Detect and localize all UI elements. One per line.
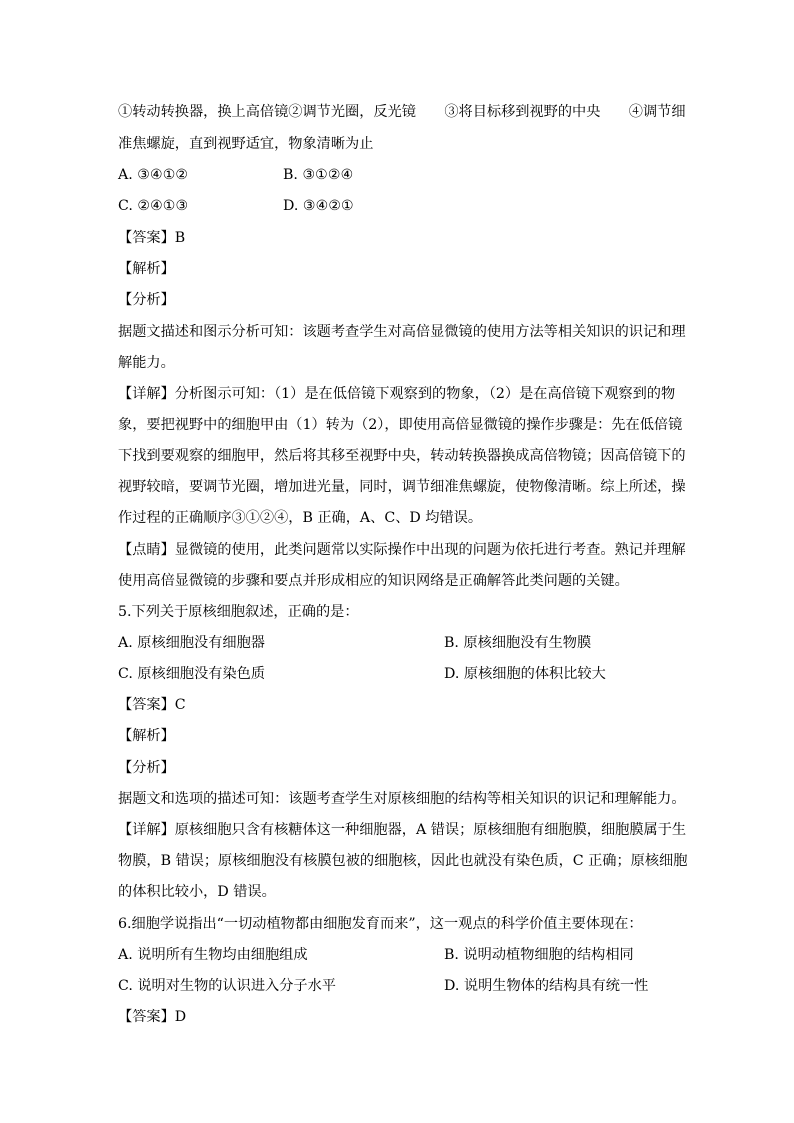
- q5-option-c: C. 原核细胞没有染色质: [118, 666, 266, 682]
- q4-detail-line-5: 作过程的正确顺序③①②④，B 正确，A、C、D 均错误。: [118, 510, 483, 526]
- q5-option-a: A. 原核细胞没有细胞器: [118, 635, 265, 651]
- q4-option-d: D. ③④②①: [283, 198, 354, 214]
- q6-option-b: B. 说明动植物细胞的结构相同: [444, 947, 634, 963]
- q5-analysis: 据题文和选项的描述可知：该题考查学生对原核细胞的结构等相关知识的识记和理解能力。: [118, 791, 686, 807]
- q4-detail-line-3: 下找到要观察的细胞甲，然后将其移至视野中央，转动转换器换成高倍物镜；因高倍镜下的: [118, 448, 686, 464]
- q4-detail-line-2: 象，要把视野中的细胞甲由（1）转为（2），即使用高倍显微镜的操作步骤是：先在低倍镜: [118, 417, 683, 433]
- q4-analysis-line-2: 解能力。: [118, 355, 175, 371]
- q6-option-d: D. 说明生物体的结构具有统一性: [444, 978, 649, 994]
- q5-option-b: B. 原核细胞没有生物膜: [444, 635, 592, 651]
- q4-option-c: C. ②④①③: [118, 198, 189, 214]
- q4-option-a: A. ③④①②: [118, 167, 189, 183]
- q5-detail-line-3: 的体积比较小，D 错误。: [118, 884, 276, 900]
- q4-option-b: B. ③①②④: [283, 167, 354, 183]
- q4-analysis-line-1: 据题文描述和图示分析可知：该题考查学生对高倍显微镜的使用方法等相关知识的识记和理: [118, 324, 686, 340]
- q5-fenxi-heading: 【分析】: [118, 760, 175, 776]
- q5-answer: 【答案】C: [118, 697, 186, 713]
- q4-dianjing-line-2: 使用高倍显微镜的步骤和要点并形成相应的知识网络是正确解答此类问题的关键。: [118, 573, 629, 589]
- q4-steps-line-1: ①转动转换器，换上高倍镜②调节光圈，反光镜 ③将目标移到视野的中央 ④调节细: [118, 104, 686, 120]
- q6-option-a: A. 说明所有生物均由细胞组成: [118, 947, 308, 963]
- q5-jiexi-heading: 【解析】: [118, 728, 175, 744]
- q5-option-d: D. 原核细胞的体积比较大: [444, 666, 606, 682]
- q5-detail-line-2: 物膜，B 错误；原核细胞没有核膜包被的细胞核，因此也就没有染色质，C 正确；原核细胞: [118, 853, 688, 869]
- q4-detail-line-4: 视野较暗，要调节光圈，增加进光量，同时，调节细准焦螺旋，使物像清晰。综上所述，操: [118, 479, 686, 495]
- q4-fenxi-heading: 【分析】: [118, 292, 175, 308]
- q6-option-c: C. 说明对生物的认识进入分子水平: [118, 978, 336, 994]
- q4-answer: 【答案】B: [118, 230, 186, 246]
- q6-answer: 【答案】D: [118, 1009, 187, 1025]
- q4-steps-line-2: 准焦螺旋，直到视野适宜，物象清晰为止: [118, 136, 374, 152]
- q6-stem: 6.细胞学说指出“一切动植物都由细胞发育而来”，这一观点的科学价值主要体现在：: [118, 916, 643, 932]
- q4-jiexi-heading: 【解析】: [118, 261, 175, 277]
- q4-dianjing-line-1: 【点睛】显微镜的使用，此类问题常以实际操作中出现的问题为依托进行考查。熟记并理解: [118, 542, 686, 558]
- q5-stem: 5.下列关于原核细胞叙述，正确的是：: [118, 604, 359, 620]
- q4-detail-line-1: 【详解】分析图示可知：（1）是在低倍镜下观察到的物象，（2）是在高倍镜下观察到的物: [118, 386, 676, 402]
- q5-detail-line-1: 【详解】原核细胞只含有核糖体这一种细胞器，A 错误；原核细胞有细胞膜，细胞膜属于生: [118, 822, 687, 838]
